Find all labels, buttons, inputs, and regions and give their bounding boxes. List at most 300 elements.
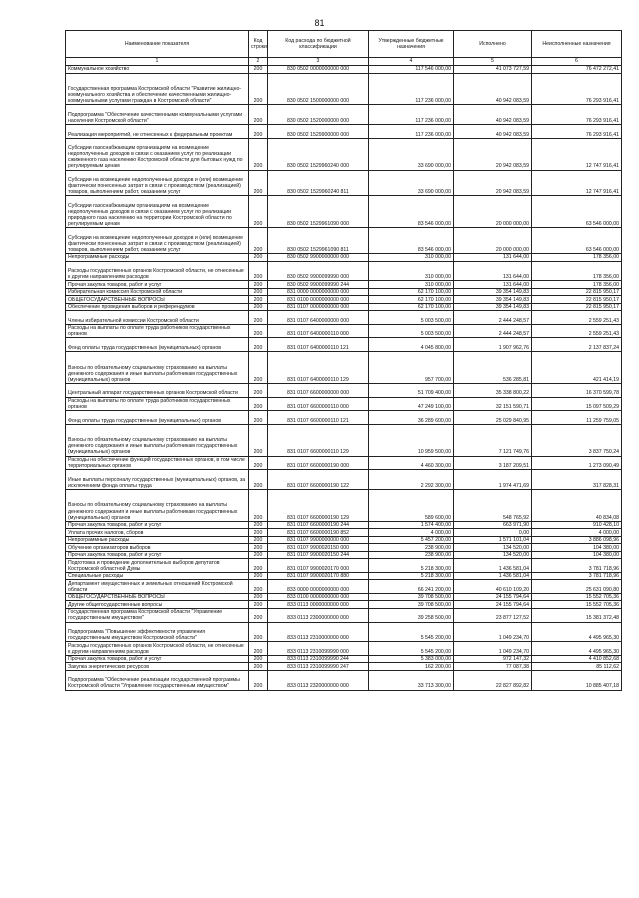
row-line-code: 200 — [249, 196, 268, 228]
row-unexecuted-amount: 25 631 090,80 — [532, 580, 622, 594]
row-unexecuted-amount: 178 356,00 — [532, 254, 622, 262]
table-row — [66, 521, 622, 529]
row-line-code: 200 — [249, 489, 268, 521]
row-line-code: 200 — [249, 352, 268, 384]
row-indicator-name: Обучение организаторов выборов — [66, 544, 249, 552]
table-row — [66, 489, 622, 521]
row-unexecuted-amount: 104 380,00 — [532, 551, 622, 559]
table-row — [66, 196, 622, 228]
row-approved-amount: 5 003 500,00 — [369, 324, 454, 338]
header-executed: Исполнено — [454, 31, 532, 58]
row-executed-amount: 972 147,32 — [454, 655, 532, 663]
row-line-code: 200 — [249, 338, 268, 352]
row-executed-amount: 24 155 794,64 — [454, 601, 532, 609]
row-budget-class-code: 833 0113 2310099990 000 — [268, 642, 369, 656]
row-executed-amount: 25 029 840,95 — [454, 411, 532, 425]
row-approved-amount: 162 200,00 — [369, 663, 454, 671]
row-approved-amount: 4 045 800,00 — [369, 338, 454, 352]
row-executed-amount: 2 444 248,57 — [454, 311, 532, 325]
row-line-code: 200 — [249, 544, 268, 552]
table-row — [66, 608, 622, 622]
row-indicator-name: Расходы на выплаты по оплате труда работников государственных органов — [66, 397, 249, 411]
row-unexecuted-amount: 76 472 272,41 — [532, 66, 622, 74]
row-budget-class-code: 831 0107 6600000110 121 — [268, 411, 369, 425]
row-indicator-name: Подпрограмма "Обеспечение качественными коммунальными услугами населения Костромской области" — [66, 105, 249, 125]
row-executed-amount: 548 765,92 — [454, 489, 532, 521]
row-unexecuted-amount: 15 552 705,36 — [532, 593, 622, 601]
row-unexecuted-amount: 63 546 000,00 — [532, 196, 622, 228]
table-row — [66, 261, 622, 281]
row-line-code: 200 — [249, 105, 268, 125]
row-indicator-name: Взносы по обязательному социальному страхованию на выплаты денежного содержания и иные выплаты работникам государственных (муниципальных) органов — [66, 352, 249, 384]
row-unexecuted-amount: 3 781 718,96 — [532, 572, 622, 580]
row-budget-class-code: 833 0113 2300000000 000 — [268, 608, 369, 622]
row-budget-class-code: 831 0107 9900020150 244 — [268, 551, 369, 559]
table-body — [66, 66, 622, 691]
row-indicator-name: Центральный аппарат государственных органов Костромской области — [66, 383, 249, 397]
row-indicator-name: Взносы по обязательному социальному страхованию на выплаты денежного содержания и иные выплаты работникам государственных (муниципальных) органов — [66, 424, 249, 456]
row-line-code: 200 — [249, 593, 268, 601]
row-unexecuted-amount: 76 293 916,41 — [532, 73, 622, 105]
row-approved-amount: 117 236 000,00 — [369, 73, 454, 105]
row-approved-amount: 39 258 500,00 — [369, 608, 454, 622]
table-header-row — [66, 31, 622, 58]
row-budget-class-code: 830 0502 0000000000 000 — [268, 66, 369, 74]
row-indicator-name: Подготовка и проведение дополнительных выборов депутатов Костромской областной Думы — [66, 559, 249, 573]
row-line-code: 200 — [249, 311, 268, 325]
table-row — [66, 338, 622, 352]
table-row — [66, 311, 622, 325]
table-row — [66, 281, 622, 289]
row-line-code: 200 — [249, 138, 268, 170]
row-line-code: 200 — [249, 324, 268, 338]
row-budget-class-code: 830 0502 1529960240 000 — [268, 138, 369, 170]
row-executed-amount: 663 971,90 — [454, 521, 532, 529]
row-line-code: 200 — [249, 551, 268, 559]
table-row — [66, 593, 622, 601]
row-executed-amount: 39 354 149,83 — [454, 288, 532, 296]
row-unexecuted-amount: 12 747 916,41 — [532, 138, 622, 170]
row-unexecuted-amount: 4 410 852,68 — [532, 655, 622, 663]
row-budget-class-code: 831 0107 9900000000 000 — [268, 536, 369, 544]
row-unexecuted-amount: 76 293 916,41 — [532, 105, 622, 125]
row-approved-amount: 83 546 000,00 — [369, 196, 454, 228]
row-indicator-name: ОБЩЕГОСУДАРСТВЕННЫЕ ВОПРОСЫ — [66, 296, 249, 304]
row-approved-amount: 47 249 100,00 — [369, 397, 454, 411]
row-executed-amount: 1 436 581,04 — [454, 559, 532, 573]
row-unexecuted-amount: 22 815 950,17 — [532, 288, 622, 296]
table-row — [66, 456, 622, 470]
row-executed-amount: 1 049 234,70 — [454, 622, 532, 642]
table-row — [66, 529, 622, 537]
row-indicator-name: Фонд оплаты труда государственных (муниципальных) органов — [66, 411, 249, 425]
row-indicator-name: Расходы на обеспечение функций государственных органов, в том числе территориальных органов — [66, 456, 249, 470]
row-unexecuted-amount: 910 428,10 — [532, 521, 622, 529]
row-approved-amount: 62 170 100,00 — [369, 296, 454, 304]
row-indicator-name: Члены избирательной комиссии Костромской области — [66, 311, 249, 325]
row-indicator-name: Прочая закупка товаров, работ и услуг — [66, 281, 249, 289]
row-line-code: 200 — [249, 411, 268, 425]
row-indicator-name: Закупка энергетических ресурсов — [66, 663, 249, 671]
table-row — [66, 622, 622, 642]
row-approved-amount: 36 289 600,00 — [369, 411, 454, 425]
row-indicator-name: Расходы государственных органов Костромской области, не отнесенные к другим направлениям расходов — [66, 642, 249, 656]
row-approved-amount: 51 709 400,00 — [369, 383, 454, 397]
table-row — [66, 572, 622, 580]
row-unexecuted-amount: 85 112,62 — [532, 663, 622, 671]
table-row — [66, 411, 622, 425]
header-budget-class-code: Код расхода по бюджетной классификации — [268, 31, 369, 58]
row-approved-amount: 117 236 000,00 — [369, 105, 454, 125]
row-line-code: 200 — [249, 228, 268, 254]
row-line-code: 200 — [249, 73, 268, 105]
row-line-code: 200 — [249, 601, 268, 609]
row-budget-class-code: 831 0107 6400000000 000 — [268, 311, 369, 325]
row-approved-amount: 39 708 500,00 — [369, 593, 454, 601]
row-unexecuted-amount: 15 097 509,29 — [532, 397, 622, 411]
row-unexecuted-amount: 15 381 372,48 — [532, 608, 622, 622]
row-line-code: 200 — [249, 424, 268, 456]
row-approved-amount: 39 708 500,00 — [369, 601, 454, 609]
row-indicator-name: Департамент имущественных и земельных отношений Костромской области — [66, 580, 249, 594]
table-row — [66, 352, 622, 384]
row-approved-amount: 5 545 200,00 — [369, 642, 454, 656]
row-budget-class-code: 831 0000 0000000000 000 — [268, 288, 369, 296]
row-budget-class-code: 833 0100 0000000000 000 — [268, 593, 369, 601]
row-executed-amount: 134 520,00 — [454, 551, 532, 559]
row-executed-amount: 1 974 471,69 — [454, 470, 532, 490]
table-row — [66, 544, 622, 552]
row-line-code: 200 — [249, 670, 268, 690]
column-number: 2 — [249, 58, 268, 66]
column-number: 3 — [268, 58, 369, 66]
row-approved-amount: 310 000,00 — [369, 261, 454, 281]
row-indicator-name: Субсидии на возмещение недополученных доходов и (или) возмещение фактически понесенных затрат в связи с производством (реализацией) товаров, выполнением работ, оказанием услуг — [66, 170, 249, 196]
row-approved-amount: 33 690 000,00 — [369, 138, 454, 170]
row-budget-class-code: 831 0107 9900020170 000 — [268, 559, 369, 573]
row-unexecuted-amount: 12 747 916,41 — [532, 170, 622, 196]
row-unexecuted-amount: 178 356,00 — [532, 281, 622, 289]
row-executed-amount: 1 571 101,04 — [454, 536, 532, 544]
row-budget-class-code: 831 0107 6600000110 000 — [268, 397, 369, 411]
row-executed-amount: 131 644,00 — [454, 281, 532, 289]
row-indicator-name: Избирательная комиссия Костромской области — [66, 288, 249, 296]
column-number: 1 — [66, 58, 249, 66]
row-indicator-name: Прочая закупка товаров, работ и услуг — [66, 551, 249, 559]
row-executed-amount: 41 073 727,59 — [454, 66, 532, 74]
row-unexecuted-amount: 4 000,00 — [532, 529, 622, 537]
row-executed-amount: 22 827 892,82 — [454, 670, 532, 690]
table-row — [66, 296, 622, 304]
table-row — [66, 601, 622, 609]
row-budget-class-code: 831 0107 6400000110 000 — [268, 324, 369, 338]
row-indicator-name: Взносы по обязательному социальному страхованию на выплаты денежного содержания и иные выплаты работникам государственных (муниципальных) органов — [66, 489, 249, 521]
row-indicator-name: Непрограммные расходы — [66, 254, 249, 262]
row-budget-class-code: 831 0100 0000000000 000 — [268, 296, 369, 304]
row-indicator-name: Прочая закупка товаров, работ и услуг — [66, 521, 249, 529]
row-indicator-name: Расходы на выплаты по оплате труда работников государственных органов — [66, 324, 249, 338]
row-line-code: 200 — [249, 456, 268, 470]
row-executed-amount: 1 436 581,04 — [454, 572, 532, 580]
row-unexecuted-amount: 178 356,00 — [532, 261, 622, 281]
row-executed-amount: 20 942 083,59 — [454, 138, 532, 170]
table-row — [66, 288, 622, 296]
row-indicator-name: ОБЩЕГОСУДАРСТВЕННЫЕ ВОПРОСЫ — [66, 593, 249, 601]
row-budget-class-code: 830 0502 1529961090 000 — [268, 196, 369, 228]
row-executed-amount: 24 155 794,64 — [454, 593, 532, 601]
row-approved-amount: 62 170 100,00 — [369, 303, 454, 311]
row-executed-amount: 7 121 749,76 — [454, 424, 532, 456]
row-unexecuted-amount: 421 414,19 — [532, 352, 622, 384]
row-budget-class-code: 830 0502 9900000000 000 — [268, 254, 369, 262]
row-executed-amount: 1 907 962,76 — [454, 338, 532, 352]
row-approved-amount: 5 383 000,00 — [369, 655, 454, 663]
table-row — [66, 125, 622, 139]
row-unexecuted-amount: 15 552 705,36 — [532, 601, 622, 609]
row-indicator-name: Непрограммные расходы — [66, 536, 249, 544]
row-executed-amount: 39 354 149,83 — [454, 296, 532, 304]
row-approved-amount: 5 457 200,00 — [369, 536, 454, 544]
row-budget-class-code: 830 0502 1529961090 811 — [268, 228, 369, 254]
row-approved-amount: 310 000,00 — [369, 281, 454, 289]
row-indicator-name: Иные выплаты персоналу государственных (муниципальных) органов, за исключением фонда оплаты труда — [66, 470, 249, 490]
row-budget-class-code: 831 0107 9900020170 880 — [268, 572, 369, 580]
row-approved-amount: 83 546 000,00 — [369, 228, 454, 254]
row-line-code: 200 — [249, 580, 268, 594]
row-indicator-name: Фонд оплаты труда государственных (муниципальных) органов — [66, 338, 249, 352]
row-indicator-name: Прочая закупка товаров, работ и услуг — [66, 655, 249, 663]
row-budget-class-code: 830 0502 1529960240 811 — [268, 170, 369, 196]
row-line-code: 200 — [249, 622, 268, 642]
row-approved-amount: 589 600,00 — [369, 489, 454, 521]
row-line-code: 200 — [249, 170, 268, 196]
row-line-code: 200 — [249, 559, 268, 573]
column-number: 4 — [369, 58, 454, 66]
row-budget-class-code: 830 0502 9900099990 000 — [268, 261, 369, 281]
page-number: 81 — [314, 18, 325, 28]
row-approved-amount: 33 713 300,00 — [369, 670, 454, 690]
column-number: 6 — [532, 58, 622, 66]
row-executed-amount: 77 087,38 — [454, 663, 532, 671]
table-row — [66, 642, 622, 656]
row-line-code: 200 — [249, 125, 268, 139]
row-approved-amount: 117 546 000,00 — [369, 66, 454, 74]
table-row — [66, 470, 622, 490]
table-row — [66, 424, 622, 456]
row-indicator-name: Подпрограмма "Обеспечение реализации государственной программы Костромской области "Управление государственным имуществом" — [66, 670, 249, 690]
row-budget-class-code: 830 0502 1529900000 000 — [268, 125, 369, 139]
row-line-code: 200 — [249, 397, 268, 411]
row-budget-class-code: 833 0113 2310099990 247 — [268, 663, 369, 671]
row-unexecuted-amount: 16 370 599,78 — [532, 383, 622, 397]
row-indicator-name: Субсидии газоснабжающим организациям на возмещение недополученных доходов в связи с оказанием услуг по реализации природного газа населению на территории Костромской области по регулируемым ценам — [66, 196, 249, 228]
table-row — [66, 303, 622, 311]
row-budget-class-code: 830 0502 1500000000 000 — [268, 73, 369, 105]
row-unexecuted-amount: 22 815 950,17 — [532, 296, 622, 304]
header-line-code: Код строки — [249, 31, 268, 58]
row-line-code: 200 — [249, 254, 268, 262]
row-indicator-name: Государственная программа Костромской области "Развитие жилищно-коммунального хозяйства и обеспечение качественными жилищно-коммунальными услугами граждан в Костромской области" — [66, 73, 249, 105]
row-unexecuted-amount: 76 293 916,41 — [532, 125, 622, 139]
row-approved-amount: 117 236 000,00 — [369, 125, 454, 139]
row-approved-amount: 238 900,00 — [369, 551, 454, 559]
row-budget-class-code: 831 0107 6600000000 000 — [268, 383, 369, 397]
table-row — [66, 66, 622, 74]
row-unexecuted-amount: 3 837 750,24 — [532, 424, 622, 456]
row-executed-amount: 1 049 234,70 — [454, 642, 532, 656]
row-unexecuted-amount: 4 495 965,30 — [532, 622, 622, 642]
header-approved: Утвержденные бюджетные назначения — [369, 31, 454, 58]
row-indicator-name: Коммунальное хозяйство — [66, 66, 249, 74]
row-line-code: 200 — [249, 383, 268, 397]
row-budget-class-code: 833 0113 0000000000 000 — [268, 601, 369, 609]
row-approved-amount: 62 170 100,00 — [369, 288, 454, 296]
row-unexecuted-amount: 3 781 718,96 — [532, 559, 622, 573]
row-line-code: 200 — [249, 655, 268, 663]
row-indicator-name: Обеспечение проведения выборов и референдумов — [66, 303, 249, 311]
row-line-code: 200 — [249, 470, 268, 490]
row-budget-class-code: 831 0107 9900020150 000 — [268, 544, 369, 552]
row-line-code: 200 — [249, 572, 268, 580]
row-unexecuted-amount: 2 137 837,24 — [532, 338, 622, 352]
row-line-code: 200 — [249, 288, 268, 296]
row-unexecuted-amount: 11 259 759,05 — [532, 411, 622, 425]
row-unexecuted-amount: 104 380,00 — [532, 544, 622, 552]
table-row — [66, 559, 622, 573]
table-row — [66, 663, 622, 671]
row-budget-class-code: 830 0502 1520000000 000 — [268, 105, 369, 125]
row-budget-class-code: 833 0113 2320000000 000 — [268, 670, 369, 690]
row-budget-class-code: 833 0113 2310000000 000 — [268, 622, 369, 642]
row-budget-class-code: 831 0107 6600000190 244 — [268, 521, 369, 529]
table-row — [66, 397, 622, 411]
row-unexecuted-amount: 4 495 965,30 — [532, 642, 622, 656]
row-budget-class-code: 833 0113 2310099990 244 — [268, 655, 369, 663]
table-row — [66, 580, 622, 594]
row-approved-amount: 1 574 400,00 — [369, 521, 454, 529]
row-executed-amount: 536 285,81 — [454, 352, 532, 384]
row-line-code: 200 — [249, 642, 268, 656]
row-approved-amount: 238 900,00 — [369, 544, 454, 552]
row-executed-amount: 134 520,00 — [454, 544, 532, 552]
row-unexecuted-amount: 1 273 090,49 — [532, 456, 622, 470]
row-budget-class-code: 831 0107 6400000110 129 — [268, 352, 369, 384]
row-approved-amount: 33 690 000,00 — [369, 170, 454, 196]
row-approved-amount: 66 241 200,00 — [369, 580, 454, 594]
row-line-code: 200 — [249, 66, 268, 74]
row-executed-amount: 0,00 — [454, 529, 532, 537]
header-indicator-name: Наименование показателя — [66, 31, 249, 58]
row-executed-amount: 35 338 800,22 — [454, 383, 532, 397]
table-row — [66, 73, 622, 105]
row-approved-amount: 4 000,00 — [369, 529, 454, 537]
row-executed-amount: 131 644,00 — [454, 254, 532, 262]
row-approved-amount: 10 959 500,00 — [369, 424, 454, 456]
row-budget-class-code: 831 0107 6400000110 121 — [268, 338, 369, 352]
row-executed-amount: 40 942 083,59 — [454, 125, 532, 139]
row-indicator-name: Расходы государственных органов Костромской области, не отнесенные к другим направлениям расходов — [66, 261, 249, 281]
row-approved-amount: 5 003 500,00 — [369, 311, 454, 325]
row-executed-amount: 20 942 083,59 — [454, 170, 532, 196]
table-row — [66, 324, 622, 338]
row-executed-amount: 32 151 590,71 — [454, 397, 532, 411]
row-budget-class-code: 831 0107 6600000190 122 — [268, 470, 369, 490]
row-line-code: 200 — [249, 296, 268, 304]
table-row — [66, 138, 622, 170]
row-budget-class-code: 831 0107 6600000190 000 — [268, 456, 369, 470]
row-unexecuted-amount: 10 885 407,18 — [532, 670, 622, 690]
row-indicator-name: Государственная программа Костромской области "Управление государственным имуществом" — [66, 608, 249, 622]
table-row — [66, 105, 622, 125]
row-line-code: 200 — [249, 663, 268, 671]
row-approved-amount: 5 218 300,00 — [369, 572, 454, 580]
row-indicator-name: Субсидии на возмещение недополученных доходов и (или) возмещение фактически понесенных затрат в связи с производством (реализацией) товаров, выполнением работ, оказанием услуг — [66, 228, 249, 254]
row-executed-amount: 3 187 209,51 — [454, 456, 532, 470]
row-indicator-name: Реализация мероприятий, не отнесенных к федеральным проектам — [66, 125, 249, 139]
row-executed-amount: 23 877 127,52 — [454, 608, 532, 622]
row-line-code: 200 — [249, 529, 268, 537]
row-executed-amount: 39 354 149,83 — [454, 303, 532, 311]
column-number: 5 — [454, 58, 532, 66]
row-line-code: 200 — [249, 261, 268, 281]
table-row — [66, 170, 622, 196]
row-budget-class-code: 831 0107 6600000190 852 — [268, 529, 369, 537]
row-indicator-name: Подпрограмма "Повышение эффективности управления государственным имуществом Костромской области" — [66, 622, 249, 642]
row-budget-class-code: 831 0107 6600000190 129 — [268, 489, 369, 521]
table-row — [66, 228, 622, 254]
table-row — [66, 383, 622, 397]
row-line-code: 200 — [249, 303, 268, 311]
row-executed-amount: 20 000 000,00 — [454, 196, 532, 228]
table-row — [66, 254, 622, 262]
table-row — [66, 551, 622, 559]
row-approved-amount: 4 460 300,00 — [369, 456, 454, 470]
row-approved-amount: 957 700,00 — [369, 352, 454, 384]
row-indicator-name: Субсидии газоснабжающим организациям на возмещение недополученных доходов в связи с оказанием услуг по реализации сжиженного газа населению Костромской области для бытовых нужд по регулируемым ценам — [66, 138, 249, 170]
row-unexecuted-amount: 3 886 098,96 — [532, 536, 622, 544]
row-unexecuted-amount: 22 815 950,17 — [532, 303, 622, 311]
row-indicator-name: Другие общегосударственные вопросы — [66, 601, 249, 609]
row-unexecuted-amount: 317 828,31 — [532, 470, 622, 490]
row-line-code: 200 — [249, 536, 268, 544]
row-unexecuted-amount: 2 559 251,43 — [532, 311, 622, 325]
row-budget-class-code: 831 0107 6600000110 129 — [268, 424, 369, 456]
row-budget-class-code: 833 0000 0000000000 000 — [268, 580, 369, 594]
row-unexecuted-amount: 2 559 251,43 — [532, 324, 622, 338]
row-budget-class-code: 831 0107 0000000000 000 — [268, 303, 369, 311]
row-executed-amount: 40 610 109,20 — [454, 580, 532, 594]
row-executed-amount: 40 942 083,59 — [454, 73, 532, 105]
row-line-code: 200 — [249, 281, 268, 289]
budget-execution-table — [65, 30, 622, 691]
row-approved-amount: 2 292 300,00 — [369, 470, 454, 490]
row-approved-amount: 5 545 200,00 — [369, 622, 454, 642]
row-unexecuted-amount: 63 546 000,00 — [532, 228, 622, 254]
row-line-code: 200 — [249, 521, 268, 529]
table-row — [66, 655, 622, 663]
row-indicator-name: Уплата прочих налогов, сборов — [66, 529, 249, 537]
header-unexecuted: Неисполненные назначения — [532, 31, 622, 58]
row-indicator-name: Специальные расходы — [66, 572, 249, 580]
column-number-row — [66, 58, 622, 66]
row-executed-amount: 20 000 000,00 — [454, 228, 532, 254]
row-budget-class-code: 830 0502 9900099990 244 — [268, 281, 369, 289]
row-unexecuted-amount: 40 834,08 — [532, 489, 622, 521]
row-line-code: 200 — [249, 608, 268, 622]
row-executed-amount: 2 444 248,57 — [454, 324, 532, 338]
table-row — [66, 670, 622, 690]
row-executed-amount: 131 644,00 — [454, 261, 532, 281]
